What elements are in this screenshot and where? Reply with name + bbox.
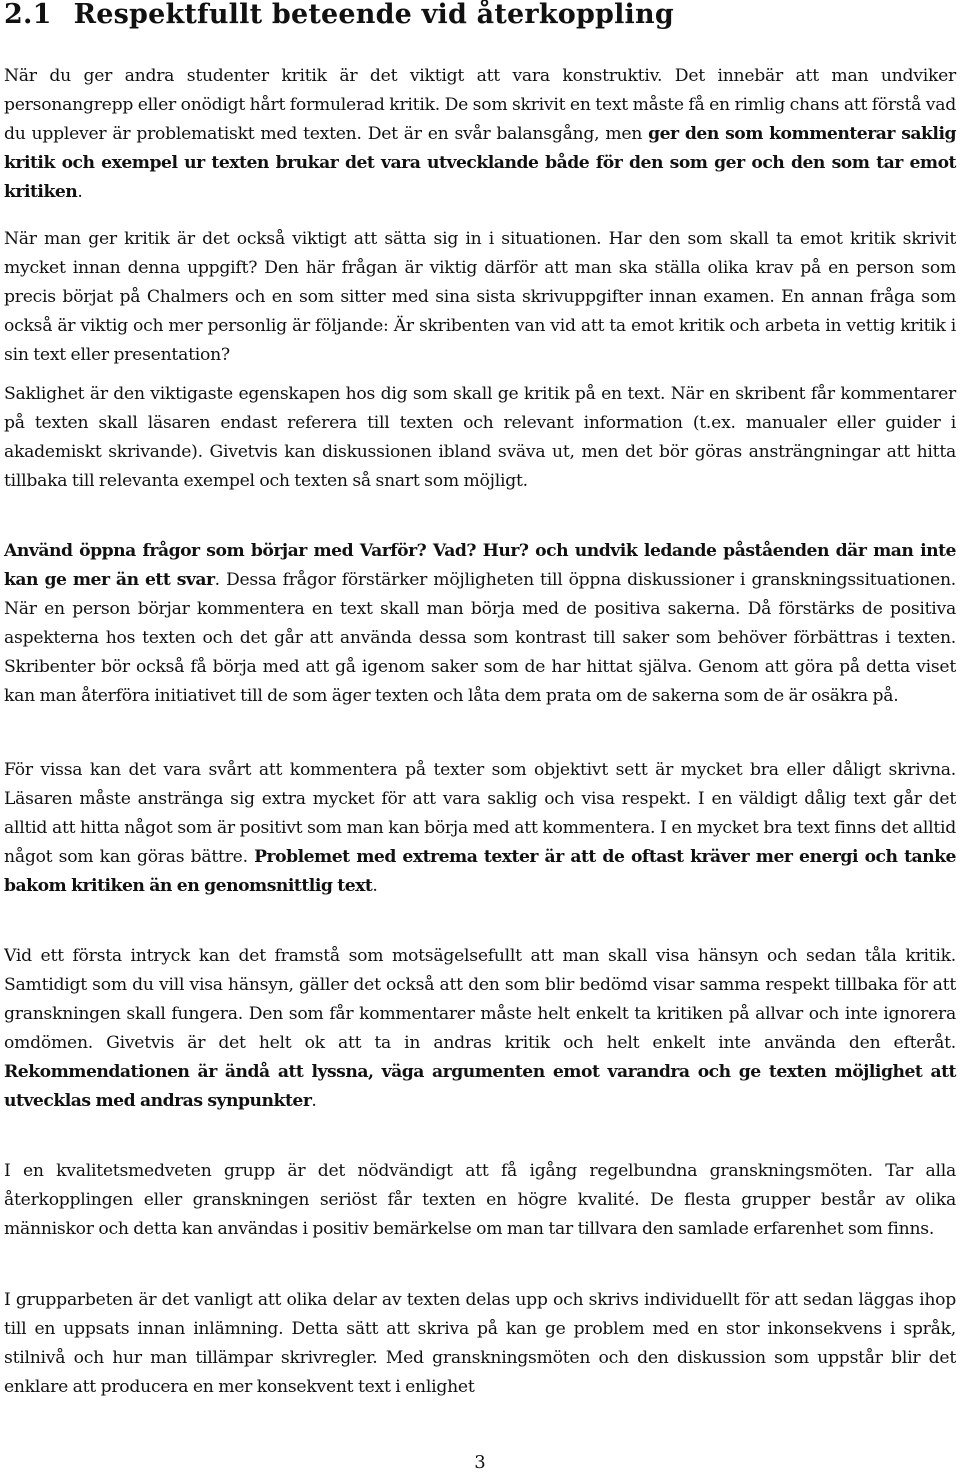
document-page bbox=[4, 0, 956, 1397]
paragraph-text: . bbox=[77, 182, 83, 202]
paragraph-text: . bbox=[311, 1091, 317, 1111]
bold-emphasis: Använd öppna frågor som börjar med Varför? Vad? Hur? och undvik ledande påståenden där man inte kan ge mer än ett svar bbox=[4, 541, 956, 590]
paragraph-text: För vissa kan det vara svårt att kommentera på texter som objektivt sett är mycket bra eller dåligt skrivna. Läsaren måste anstränga sig extra mycket för att vara saklig och visa respekt. I en väldigt dålig text går det alltid att hitta något som är positivt som man kan börja med att kommentera. I en mycket bra text finns det alltid något som kan göras bättre. bbox=[4, 760, 956, 867]
paragraph-objectivity bbox=[4, 380, 956, 496]
paragraph-text: . bbox=[372, 876, 378, 896]
paragraph-text: . Dessa frågor förstärker möjligheten till öppna diskussioner i granskningssituationen. När en person börjar kommentera en text skall man börja med de positiva sakerna. Då förstärks de positiva aspekterna hos texten och det går att använda dessa som kontrast till saker som behöver förbättras i texten. Skribenter bör också få börja med att gå igenom saker som de har hittat själva. Genom att göra på detta viset kan man återföra initiativet till de som äger texten och låta dem prata om de sakerna som de är osäkra på. bbox=[4, 570, 956, 706]
paragraph-tolerate-criticism bbox=[4, 942, 956, 1116]
paragraph-text: Vid ett första intryck kan det framstå som motsägelsefullt att man skall visa hänsyn och sedan tåla kritik. Samtidigt som du vill visa hänsyn, gäller det också att den som blir bedömd visar samma respekt tillbaka för att granskningen skall fungera. Den som får kommentarer måste helt enkelt ta kritiken på allvar och inte ignorera omdömen. Givetvis är det helt ok att ta in andras kritik och helt enkelt inte använda den efteråt. bbox=[4, 946, 956, 1053]
paragraph-constructive-criticism bbox=[4, 62, 956, 207]
paragraph-text: Saklighet är den viktigaste egenskapen hos dig som skall ge kritik på en text. När en skribent får kommentarer på texten skall läsaren endast referera till texten och relevant information (t.ex. manualer eller guider i akademiskt skrivande). Givetvis kan diskussionen ibland sväva ut, men det bör göras ansträngningar att hitta tillbaka till relevanta exempel och texten så snart som möjligt. bbox=[4, 384, 956, 491]
paragraph-text: När du ger andra studenter kritik är det viktigt att vara konstruktiv. Det innebär att man undviker personangrepp eller onödigt hårt formulerad kritik. De som skrivit en text måste få en rimlig chans att förstå vad du upplever är problematiskt med texten. Det är en svår balansgång, men bbox=[4, 66, 956, 144]
paragraph-extreme-texts bbox=[4, 756, 956, 901]
bold-emphasis: Problemet med extrema texter är att de oftast kräver mer energi och tanke bakom kritiken än en genomsnittlig text bbox=[4, 847, 956, 896]
section-number: 2.1 bbox=[4, 0, 52, 30]
paragraph-text: I grupparbeten är det vanligt att olika delar av texten delas upp och skrivs individuellt för att sedan läggas ihop till en uppsats innan inlämning. Detta sätt att skriva på kan ge problem med en stor inkonsekvens i språk, stilnivå och hur man tillämpar skrivregler. Med granskningsmöten och den diskussion som uppstår blir det enklare att producera en mer konsekvent text i enlighet bbox=[4, 1290, 956, 1397]
page-number: 3 bbox=[474, 1452, 486, 1473]
section-heading bbox=[4, 0, 956, 30]
paragraph-review-meetings bbox=[4, 1157, 956, 1244]
paragraph-text: När man ger kritik är det också viktigt att sätta sig in i situationen. Har den som skall ta emot kritik skrivit mycket innan denna uppgift? Den här frågan är viktig därför att man ska ställa olika krav på en person som precis börjat på Chalmers och en som sitter med sina sista skrivuppgifter innan examen. En annan fråga som också är viktig och mer personlig är följande: Är skribenten van vid att ta emot kritik och arbeta in vettig kritik i sin text eller presentation? bbox=[4, 229, 956, 365]
paragraph-group-work bbox=[4, 1286, 956, 1402]
section-title: Respektfullt beteende vid återkoppling bbox=[73, 0, 674, 30]
bold-emphasis: ger den som kommenterar saklig kritik och exempel ur texten brukar det vara utvecklande både för den som ger och den som tar emot kritiken bbox=[4, 124, 956, 202]
bold-emphasis: Rekommendationen är ändå att lyssna, väga argumenten emot varandra och ge texten möjlighet att utvecklas med andras synpunkter bbox=[4, 1062, 956, 1111]
paragraph-text: I en kvalitetsmedveten grupp är det nödvändigt att få igång regelbundna granskningsmöten. Tar alla återkopplingen eller granskningen seriöst får texten en högre kvalité. De flesta grupper består av olika människor och detta kan användas i positiv bemärkelse om man tar tillvara den samlade erfarenhet som finns. bbox=[4, 1161, 956, 1239]
paragraph-open-questions bbox=[4, 537, 956, 711]
paragraph-situation bbox=[4, 225, 956, 370]
